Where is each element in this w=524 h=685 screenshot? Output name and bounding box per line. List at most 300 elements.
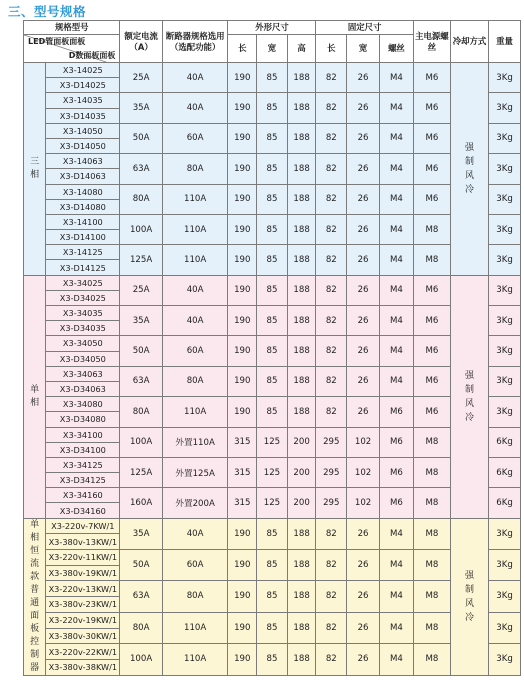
rated-current-cell: 80A [120,184,162,214]
mount-width-cell: 26 [347,93,380,123]
mount-width-cell: 26 [347,63,380,93]
mount-length-cell: 295 [316,457,347,487]
terminal-cell: M8 [413,457,450,487]
terminal-cell: M6 [413,397,450,427]
model-cell: X3-D14100 [46,230,120,245]
bolt-cell: M4 [379,275,413,305]
model-cell: X3-14063 [46,154,120,169]
rated-current-cell: 160A [120,488,162,518]
weight-cell: 3Kg [489,123,521,153]
weight-cell: 3Kg [489,245,521,275]
mount-length-cell: 82 [316,123,347,153]
length-cell: 190 [228,123,257,153]
mount-width-cell: 26 [347,397,380,427]
rated-current-cell: 100A [120,427,162,457]
width-cell: 85 [257,549,288,580]
header-mount-length: 长 [316,35,347,63]
bolt-cell: M4 [379,518,413,549]
model-cell: X3-D34100 [46,442,120,457]
terminal-cell: M6 [413,184,450,214]
height-cell: 188 [287,214,316,244]
mount-length-cell: 82 [316,245,347,275]
height-cell: 200 [287,427,316,457]
cooling-char: 冷 [465,412,475,423]
model-cell: X3-220v-11KW/1 [46,549,120,565]
model-cell: X3-34035 [46,306,120,321]
rated-current-cell: 125A [120,245,162,275]
table-row [24,245,521,260]
length-cell: 315 [228,457,257,487]
model-cell: X3-D14063 [46,169,120,184]
weight-cell: 6Kg [489,457,521,487]
mount-width-cell: 26 [347,184,380,214]
model-cell: X3-34160 [46,488,120,503]
mount-width-cell: 26 [347,245,380,275]
width-cell: 85 [257,63,288,93]
mount-length-cell: 82 [316,275,347,305]
spec-table-body [24,63,521,676]
breaker-cell: 40A [162,275,228,305]
rated-current-cell: 25A [120,63,162,93]
width-cell: 85 [257,612,288,643]
model-cell: X3-220v-19KW/1 [46,612,120,628]
mount-length-cell: 82 [316,581,347,612]
terminal-cell: M8 [413,214,450,244]
terminal-cell: M6 [413,123,450,153]
cooling-char: 强 [465,370,475,381]
model-cell: X3-34100 [46,427,120,442]
breaker-cell: 110A [162,184,228,214]
table-row [24,123,521,138]
table-row [24,366,521,381]
mount-width-cell: 102 [347,488,380,518]
phase-char: 三 [30,156,40,167]
cooling-char: 风 [465,398,475,409]
mount-width-cell: 26 [347,123,380,153]
breaker-cell: 110A [162,214,228,244]
bolt-cell: M4 [379,214,413,244]
model-cell: X3-D34050 [46,351,120,366]
mount-length-cell: 82 [316,366,347,396]
model-cell: X3-34050 [46,336,120,351]
width-cell: 125 [257,488,288,518]
cooling-char: 风 [465,598,475,609]
length-cell: 190 [228,306,257,336]
header-length: 长 [228,35,257,63]
height-cell: 188 [287,644,316,675]
table-row [24,63,521,78]
mount-width-cell: 26 [347,214,380,244]
mount-length-cell: 82 [316,336,347,366]
length-cell: 190 [228,644,257,675]
phase-char: 单 [30,519,40,530]
weight-cell: 3Kg [489,644,521,675]
header-rated-current: 额定电流（A） [120,21,162,63]
model-cell: X3-D34125 [46,473,120,488]
table-row [24,397,521,412]
mount-width-cell: 26 [347,644,380,675]
width-cell: 125 [257,427,288,457]
width-cell: 85 [257,154,288,184]
table-row [24,457,521,472]
cooling-char: 制 [465,156,475,167]
weight-cell: 3Kg [489,93,521,123]
rated-current-cell: 63A [120,154,162,184]
breaker-cell: 40A [162,306,228,336]
bolt-cell: M4 [379,581,413,612]
weight-cell: 3Kg [489,518,521,549]
phase-label [24,275,46,518]
terminal-cell: M6 [413,93,450,123]
breaker-cell: 80A [162,366,228,396]
phase-char: 单 [30,384,40,395]
phase-char: 流 [30,558,40,569]
height-cell: 188 [287,518,316,549]
header-mount-width: 宽 [347,35,380,63]
terminal-cell: M8 [413,644,450,675]
phase-char: 控 [30,636,40,647]
length-cell: 190 [228,245,257,275]
model-cell: X3-34080 [46,397,120,412]
weight-cell: 6Kg [489,488,521,518]
terminal-cell: M6 [413,63,450,93]
height-cell: 188 [287,184,316,214]
table-row [24,93,521,108]
mount-width-cell: 102 [347,457,380,487]
breaker-cell: 40A [162,518,228,549]
header-height: 高 [287,35,316,63]
cooling-char: 冷 [465,184,475,195]
rated-current-cell: 100A [120,214,162,244]
length-cell: 315 [228,488,257,518]
phase-char: 面 [30,610,40,621]
terminal-cell: M6 [413,336,450,366]
height-cell: 188 [287,336,316,366]
length-cell: 190 [228,214,257,244]
header-weight: 重量 [489,21,521,63]
mount-width-cell: 26 [347,154,380,184]
height-cell: 188 [287,154,316,184]
bolt-cell: M4 [379,93,413,123]
breaker-cell: 60A [162,549,228,580]
length-cell: 190 [228,366,257,396]
weight-cell: 3Kg [489,336,521,366]
rated-current-cell: 63A [120,366,162,396]
rated-current-cell: 50A [120,336,162,366]
phase-label [24,63,46,276]
bolt-cell: M4 [379,306,413,336]
mount-width-cell: 26 [347,336,380,366]
breaker-cell: 110A [162,397,228,427]
model-cell: X3-D14050 [46,138,120,153]
cooling-label [450,518,488,675]
weight-cell: 3Kg [489,366,521,396]
mount-length-cell: 82 [316,214,347,244]
breaker-cell: 110A [162,245,228,275]
phase-char: 通 [30,597,40,608]
bolt-cell: M6 [379,397,413,427]
header-cooling: 冷却方式 [450,21,488,63]
phase-char: 款 [30,571,40,582]
terminal-cell: M6 [413,275,450,305]
model-cell: X3-D14035 [46,108,120,123]
weight-cell: 3Kg [489,397,521,427]
terminal-cell: M8 [413,549,450,580]
breaker-cell: 110A [162,612,228,643]
header-panel-split [24,35,120,63]
length-cell: 190 [228,154,257,184]
model-cell: X3-14050 [46,123,120,138]
cooling-label [450,275,488,518]
table-row [24,549,521,565]
table-row [24,518,521,534]
terminal-cell: M8 [413,518,450,549]
mount-length-cell: 82 [316,518,347,549]
mount-length-cell: 82 [316,549,347,580]
terminal-cell: M6 [413,366,450,396]
breaker-cell: 60A [162,123,228,153]
weight-cell: 3Kg [489,581,521,612]
phase-char: 相 [30,169,40,180]
width-cell: 125 [257,457,288,487]
mount-width-cell: 26 [347,612,380,643]
mount-width-cell: 26 [347,581,380,612]
mount-length-cell: 82 [316,154,347,184]
width-cell: 85 [257,214,288,244]
phase-label [24,518,46,675]
height-cell: 188 [287,123,316,153]
height-cell: 200 [287,488,316,518]
spec-table [23,20,521,676]
model-cell: X3-220v-7KW/1 [46,518,120,534]
length-cell: 190 [228,93,257,123]
terminal-cell: M8 [413,612,450,643]
cooling-label [450,63,488,276]
weight-cell: 3Kg [489,63,521,93]
terminal-cell: M6 [413,306,450,336]
rated-current-cell: 100A [120,644,162,675]
table-row [24,612,521,628]
model-cell: X3-14125 [46,245,120,260]
header-bolt: 螺丝 [379,35,413,63]
model-cell: X3-34025 [46,275,120,290]
breaker-cell: 80A [162,154,228,184]
bolt-cell: M4 [379,184,413,214]
height-cell: 188 [287,275,316,305]
table-row [24,214,521,229]
model-cell: X3-D34063 [46,381,120,396]
mount-length-cell: 82 [316,397,347,427]
rated-current-cell: 63A [120,581,162,612]
phase-char: 板 [30,623,40,634]
section-title: 三、型号规格 [8,4,87,19]
width-cell: 85 [257,184,288,214]
phase-char: 普 [30,584,40,595]
model-cell: X3-D34080 [46,412,120,427]
breaker-cell: 外置125A [162,457,228,487]
table-row [24,184,521,199]
mount-width-cell: 26 [347,275,380,305]
table-row [24,581,521,597]
width-cell: 85 [257,581,288,612]
model-cell: X3-D14025 [46,78,120,93]
height-cell: 188 [287,581,316,612]
table-row [24,427,521,442]
mount-length-cell: 82 [316,93,347,123]
bolt-cell: M4 [379,612,413,643]
model-cell: X3-14035 [46,93,120,108]
width-cell: 85 [257,336,288,366]
breaker-cell: 80A [162,581,228,612]
weight-cell: 3Kg [489,612,521,643]
length-cell: 190 [228,581,257,612]
cooling-char: 冷 [465,612,475,623]
length-cell: 190 [228,518,257,549]
rated-current-cell: 25A [120,275,162,305]
width-cell: 85 [257,366,288,396]
table-row [24,644,521,660]
model-cell: X3-220v-13KW/1 [46,581,120,597]
phase-char: 制 [30,649,40,660]
phase-char: 恒 [30,545,40,556]
model-cell: X3-D14080 [46,199,120,214]
header-dimensions: 外形尺寸 [228,21,316,35]
header-mount: 固定尺寸 [316,21,413,35]
table-row [24,275,521,290]
phase-char: 相 [30,532,40,543]
height-cell: 188 [287,397,316,427]
width-cell: 85 [257,518,288,549]
rated-current-cell: 35A [120,93,162,123]
weight-cell: 3Kg [489,549,521,580]
bolt-cell: M4 [379,366,413,396]
breaker-cell: 110A [162,644,228,675]
width-cell: 85 [257,644,288,675]
mount-length-cell: 295 [316,427,347,457]
model-cell: X3-34125 [46,457,120,472]
header-width: 宽 [257,35,288,63]
weight-cell: 6Kg [489,427,521,457]
terminal-cell: M6 [413,154,450,184]
mount-width-cell: 102 [347,427,380,457]
width-cell: 85 [257,306,288,336]
bolt-cell: M4 [379,644,413,675]
model-cell: X3-34063 [46,366,120,381]
width-cell: 85 [257,397,288,427]
header-d-panel: D数面板面板 [68,51,116,60]
model-cell: X3-D14125 [46,260,120,275]
height-cell: 188 [287,549,316,580]
weight-cell: 3Kg [489,154,521,184]
header-breaker: 断路器规格选用（选配功能） [162,21,228,63]
mount-length-cell: 82 [316,306,347,336]
mount-length-cell: 82 [316,612,347,643]
rated-current-cell: 50A [120,123,162,153]
bolt-cell: M4 [379,336,413,366]
height-cell: 188 [287,366,316,396]
header-led-panel: LED管面板面板 [28,37,86,46]
weight-cell: 3Kg [489,306,521,336]
height-cell: 200 [287,457,316,487]
weight-cell: 3Kg [489,184,521,214]
rated-current-cell: 50A [120,549,162,580]
model-cell: X3-D34160 [46,503,120,518]
mount-width-cell: 26 [347,366,380,396]
height-cell: 188 [287,93,316,123]
rated-current-cell: 80A [120,612,162,643]
weight-cell: 3Kg [489,275,521,305]
height-cell: 188 [287,612,316,643]
bolt-cell: M4 [379,63,413,93]
terminal-cell: M8 [413,427,450,457]
length-cell: 190 [228,184,257,214]
rated-current-cell: 35A [120,306,162,336]
cooling-char: 强 [465,570,475,581]
terminal-cell: M8 [413,245,450,275]
width-cell: 85 [257,245,288,275]
length-cell: 190 [228,336,257,366]
model-cell: X3-14080 [46,184,120,199]
weight-cell: 3Kg [489,214,521,244]
table-row [24,154,521,169]
header-power-terminal: 主电源螺丝 [413,21,450,63]
length-cell: 190 [228,397,257,427]
cooling-char: 强 [465,142,475,153]
breaker-cell: 外置200A [162,488,228,518]
table-row [24,306,521,321]
terminal-cell: M8 [413,488,450,518]
header-spec-model: 规格型号 [24,21,120,35]
bolt-cell: M6 [379,427,413,457]
bolt-cell: M6 [379,488,413,518]
breaker-cell: 60A [162,336,228,366]
breaker-cell: 外置110A [162,427,228,457]
mount-width-cell: 26 [347,549,380,580]
breaker-cell: 40A [162,93,228,123]
mount-length-cell: 82 [316,184,347,214]
height-cell: 188 [287,63,316,93]
height-cell: 188 [287,306,316,336]
length-cell: 315 [228,427,257,457]
model-cell: X3-D34025 [46,290,120,305]
length-cell: 190 [228,549,257,580]
model-cell: X3-220v-22KW/1 [46,644,120,660]
bolt-cell: M6 [379,457,413,487]
bolt-cell: M4 [379,154,413,184]
bolt-cell: M4 [379,245,413,275]
mount-length-cell: 82 [316,63,347,93]
mount-width-cell: 26 [347,306,380,336]
cooling-char: 制 [465,384,475,395]
height-cell: 188 [287,245,316,275]
breaker-cell: 40A [162,63,228,93]
width-cell: 85 [257,93,288,123]
mount-length-cell: 295 [316,488,347,518]
table-row [24,336,521,351]
model-cell: X3-380v-13KW/1 [46,534,120,550]
width-cell: 85 [257,275,288,305]
mount-width-cell: 26 [347,518,380,549]
cooling-char: 风 [465,170,475,181]
rated-current-cell: 80A [120,397,162,427]
length-cell: 190 [228,275,257,305]
model-cell: X3-14100 [46,214,120,229]
phase-char: 相 [30,397,40,408]
length-cell: 190 [228,63,257,93]
rated-current-cell: 125A [120,457,162,487]
model-cell: X3-380v-23KW/1 [46,597,120,613]
length-cell: 190 [228,612,257,643]
